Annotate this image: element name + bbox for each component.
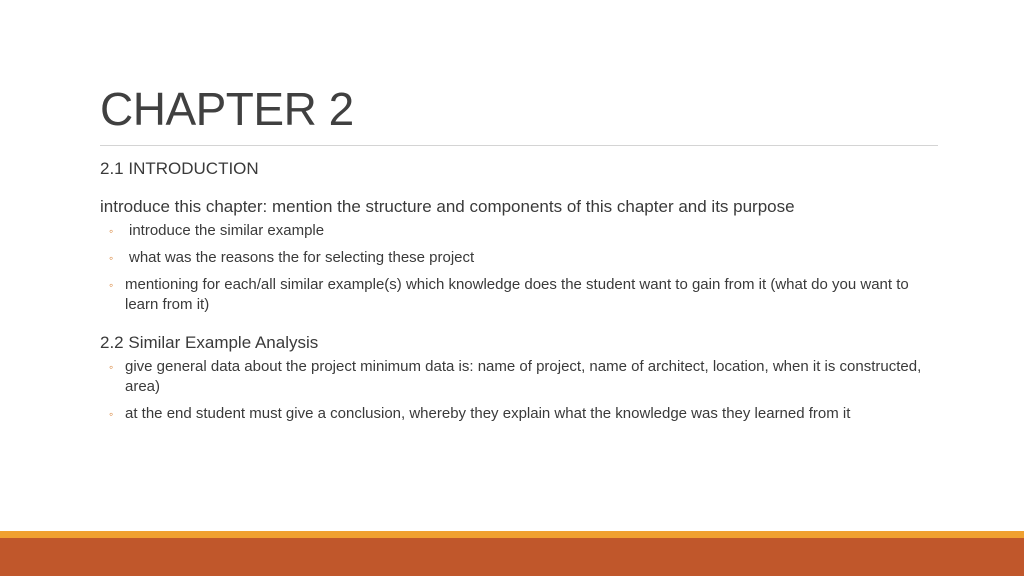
list-item-text: give general data about the project minimum data is: name of project, name of architect, location, when it is constructed, area) [125,358,922,395]
bullet-circle-icon: ◦ [109,360,114,374]
list-item [100,248,940,268]
slide-body [100,156,940,424]
section1-bullet-list [100,221,940,315]
list-item [100,275,940,315]
section2-heading: 2.2 Similar Example Analysis [100,333,319,352]
bullet-circle-icon: ◦ [109,278,114,292]
bullet-circle-icon: ◦ [109,224,114,238]
list-item-text: mentioning for each/all similar example(s) which knowledge does the student want to gain from it (what do you want to learn from it) [125,276,909,313]
section1-heading: 2.1 INTRODUCTION [100,159,259,178]
footer-bar [0,538,1024,576]
footer-accent-bar [0,531,1024,538]
list-item-text: introduce the similar example [129,222,325,239]
slide-title: CHAPTER 2 [100,83,354,135]
section1-intro: introduce this chapter: mention the structure and components of this chapter and its purpose [100,197,795,216]
list-item [100,404,940,424]
section2-bullet-list [100,357,940,424]
list-item-text: at the end student must give a conclusion, whereby they explain what the knowledge was they learned from it [125,405,851,422]
list-item [100,357,940,397]
title-divider [100,145,938,146]
bullet-circle-icon: ◦ [109,407,114,421]
bullet-circle-icon: ◦ [109,251,114,265]
list-item [100,221,940,241]
list-item-text: what was the reasons the for selecting these project [129,249,475,266]
